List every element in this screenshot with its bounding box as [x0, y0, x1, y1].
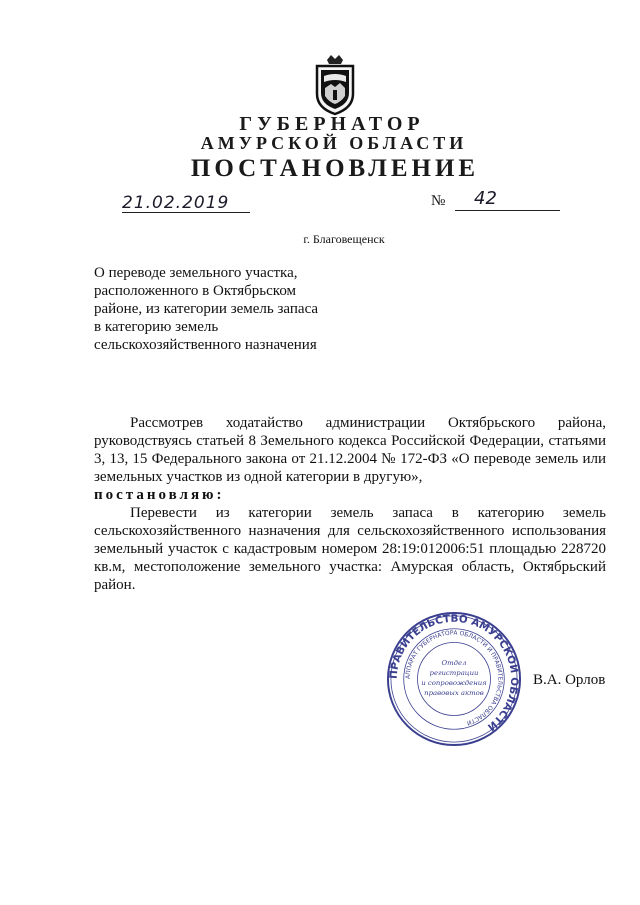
stamp-line: правовых актов — [424, 688, 484, 697]
header-title-region: АМУРСКОЙ ОБЛАСТИ — [200, 133, 468, 153]
document-subject: О переводе земельного участка, расположенного в Октябрьском районе, из категории земель запаса в категорию земель сельскохозяйственного назначения — [94, 265, 319, 353]
stamp-line: Отдел — [441, 659, 467, 668]
document-date: 21.02.2019 — [122, 193, 230, 213]
signatory-name: В.А. Орлов — [533, 672, 606, 688]
header-title-governor: ГУБЕРНАТОР — [239, 113, 425, 135]
stamp-ring-inner-text: АППАРАТ ГУБЕРНАТОРА ОБЛАСТИ И ПРАВИТЕЛЬСТВА ОБЛАСТИ — [405, 630, 503, 726]
decree-word: постановляю: — [94, 487, 225, 503]
date-underline — [122, 212, 250, 213]
number-underline — [455, 210, 560, 211]
body-paragraph: Перевести из категории земель запаса в категорию земель сельскохозяйственного назначения для сельскохозяйственного использования земельный участок с кадастровым номером 28:19:012006:51 площадью 228720 кв.м, местоположение земельного участка: Амурская область, Октябрьский район. — [94, 505, 606, 593]
document-body — [94, 414, 606, 594]
body-paragraph: Рассмотрев ходатайство администрации Октябрьского района, руководствуясь статьей 8 Земельного кодекса Российской Федерации, статьями 3, 13, 15 Федерального закона от 21.12.2004 № 172-ФЗ «О переводе земель или земельных участков из одной категории в другую», — [94, 415, 606, 485]
document-number: 42 — [474, 188, 497, 209]
official-stamp — [385, 610, 523, 748]
number-label: № — [431, 193, 446, 209]
city: г. Благовещенск — [303, 232, 385, 246]
stamp-line: и сопровождения — [421, 678, 487, 687]
stamp-line: регистрации — [429, 669, 479, 678]
document-type-title: ПОСТАНОВЛЕНИЕ — [190, 155, 480, 182]
coat-of-arms-icon — [307, 52, 363, 116]
stamp-ring-top-text: ПРАВИТЕЛЬСТВО АМУРСКОЙ ОБЛАСТИ — [387, 612, 521, 733]
